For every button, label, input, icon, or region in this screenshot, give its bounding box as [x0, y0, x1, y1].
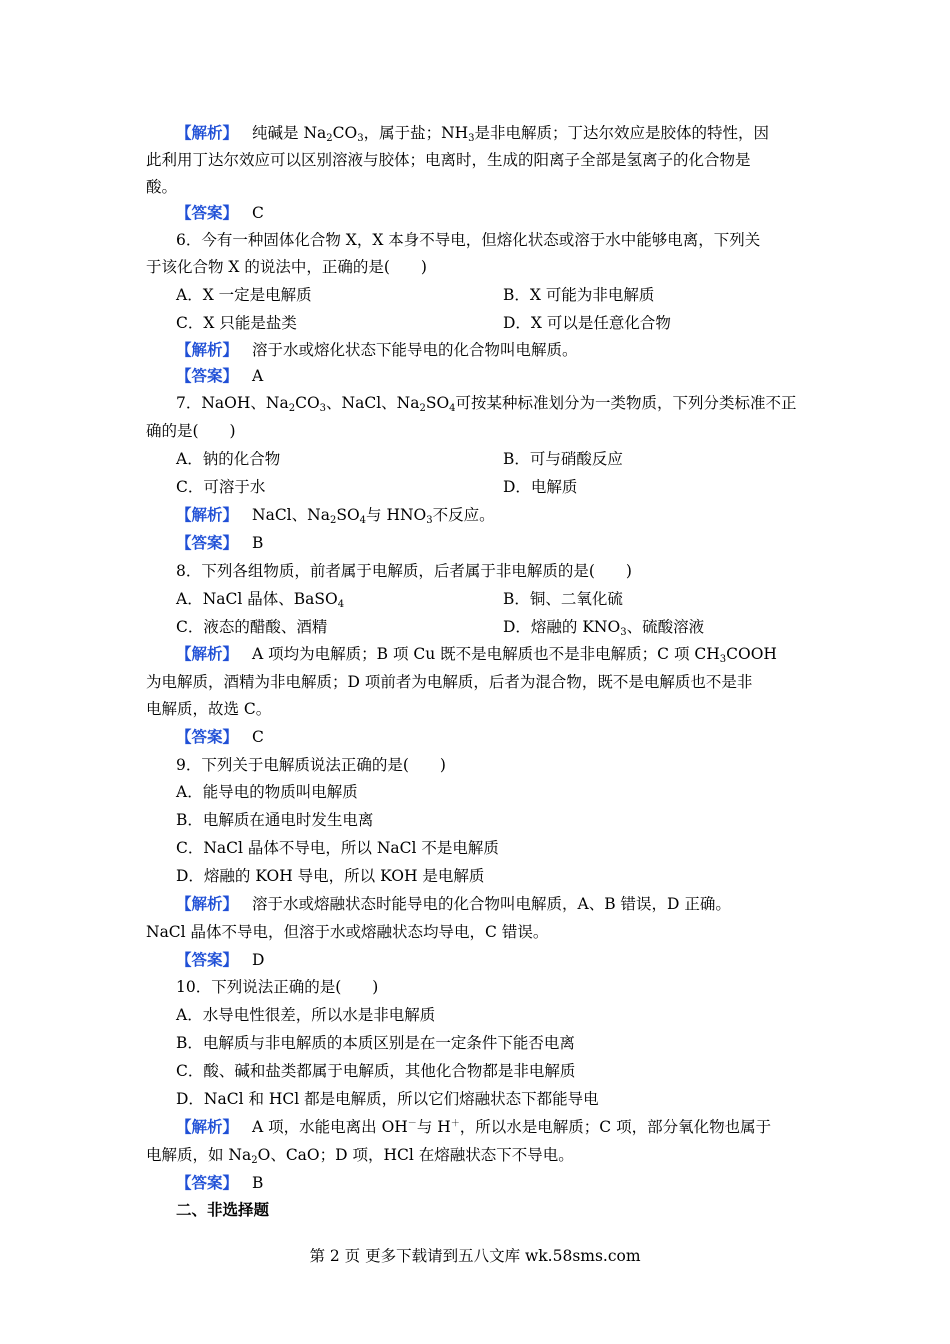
- q7-stem-line1: 7．NaOH、$Na_2CO_3$、NaCl、$Na_2SO_4$可按某种标准划分为一类物质，下列分类标准不正: [176, 394, 797, 414]
- page-footer: 第 2 页 更多下载请到五八文库 wk.58sms.com: [309, 1247, 641, 1265]
- q7-answer: 【答案】 B: [176, 533, 264, 552]
- q8-analysis-line3: 电解质，故选 C。: [146, 700, 272, 718]
- analysis-tag: 【解析】: [176, 1117, 239, 1136]
- q6-option-b: B．X 可能为非电解质: [503, 286, 655, 304]
- q5-analysis-line3: 酸。: [146, 178, 178, 196]
- q8-analysis-line2: 为电解质，酒精为非电解质；D 项前者为电解质，后者为混合物，既不是电解质也不是非: [146, 673, 753, 691]
- q8-answer: 【答案】 C: [176, 727, 264, 746]
- analysis-tag: 【解析】: [176, 644, 239, 663]
- q9-option-a: A．能导电的物质叫电解质: [176, 783, 358, 801]
- q6-stem-line1: 6．今有一种固体化合物 X，X 本身不导电，但熔化状态或溶于水中能够电离，下列关: [176, 231, 761, 249]
- analysis-tag: 【解析】: [176, 505, 239, 524]
- q5-analysis: 【解析】 纯碱是 $Na_2CO_3$，属于盐；$NH_3$是非电解质；丁达尔效应是胶体的特性，因: [176, 123, 770, 144]
- answer-tag: 【答案】: [176, 1173, 239, 1192]
- q9-stem: 9．下列关于电解质说法正确的是( ): [176, 756, 446, 774]
- q10-option-b: B．电解质与非电解质的本质区别是在一定条件下能否电离: [176, 1034, 575, 1052]
- q10-option-a: A．水导电性很差，所以水是非电解质: [176, 1006, 436, 1024]
- answer-tag: 【答案】: [176, 533, 239, 552]
- q9-option-b: B．电解质在通电时发生电离: [176, 811, 374, 829]
- q10-answer: 【答案】 B: [176, 1173, 264, 1192]
- q7-option-c: C．可溶于水: [176, 478, 266, 496]
- analysis-tag: 【解析】: [176, 894, 239, 913]
- q9-option-d: D．熔融的 KOH 导电，所以 KOH 是电解质: [176, 867, 485, 885]
- q5-answer: 【答案】 C: [176, 203, 264, 222]
- q7-option-b: B．可与硝酸反应: [503, 450, 623, 468]
- q9-analysis-line2: NaCl 晶体不导电，但溶于水或熔融状态均导电，C 错误。: [146, 923, 549, 941]
- analysis-tag: 【解析】: [176, 123, 239, 142]
- q6-stem-line2: 于该化合物 X 的说法中，正确的是( ): [146, 258, 427, 276]
- q10-stem: 10．下列说法正确的是( ): [176, 978, 379, 996]
- q9-option-c: C．NaCl 晶体不导电，所以 NaCl 不是电解质: [176, 839, 499, 857]
- section-heading: 二、非选择题: [176, 1200, 270, 1219]
- q9-answer: 【答案】 D: [176, 950, 265, 969]
- q10-analysis-line2: 电解质，如 $Na_2O$、CaO；D 项，HCl 在熔融状态下不导电。: [146, 1146, 574, 1166]
- q6-analysis: 【解析】 溶于水或熔化状态下能导电的化合物叫电解质。: [176, 340, 578, 359]
- answer-tag: 【答案】: [176, 366, 239, 385]
- analysis-tag: 【解析】: [176, 340, 239, 359]
- q7-option-d: D．电解质: [503, 478, 578, 496]
- q10-analysis: 【解析】 A 项，水能电离出 OH－与 H＋，所以水是电解质；C 项，部分氧化物也属于: [176, 1117, 772, 1136]
- q7-analysis: 【解析】 NaCl、$Na_2SO_4$与 $HNO_3$不反应。: [176, 505, 495, 526]
- answer-tag: 【答案】: [176, 950, 239, 969]
- q6-option-d: D．X 可以是任意化合物: [503, 314, 671, 332]
- q8-option-a: A．NaCl 晶体、BaSO$_4$: [176, 590, 345, 610]
- answer-tag: 【答案】: [176, 203, 239, 222]
- q8-analysis: 【解析】 A 项均为电解质；B 项 Cu 既不是电解质也不是非电解质；C 项 $CH_3COOH$: [176, 644, 777, 665]
- q8-option-d: D．熔融的 $KNO_3$、硫酸溶液: [503, 618, 705, 638]
- q8-option-c: C．液态的醋酸、酒精: [176, 618, 328, 636]
- q9-analysis: 【解析】 溶于水或熔融状态时能导电的化合物叫电解质，A、B 错误，D 正确。: [176, 894, 731, 913]
- q6-option-a: A．X 一定是电解质: [176, 286, 312, 304]
- q7-option-a: A．钠的化合物: [176, 450, 281, 468]
- q10-option-c: C．酸、碱和盐类都属于电解质，其他化合物都是非电解质: [176, 1062, 576, 1080]
- q8-stem: 8．下列各组物质，前者属于电解质，后者属于非电解质的是( ): [176, 562, 632, 580]
- q6-option-c: C．X 只能是盐类: [176, 314, 297, 332]
- q7-stem-line2: 确的是( ): [146, 422, 236, 440]
- q5-analysis-line2: 此利用丁达尔效应可以区别溶液与胶体；电离时，生成的阳离子全部是氢离子的化合物是: [146, 151, 751, 169]
- answer-tag: 【答案】: [176, 727, 239, 746]
- q8-option-b: B．铜、二氧化硫: [503, 590, 623, 608]
- q6-answer: 【答案】 A: [176, 366, 264, 385]
- q10-option-d: D．NaCl 和 HCl 都是电解质，所以它们熔融状态下都能导电: [176, 1090, 599, 1108]
